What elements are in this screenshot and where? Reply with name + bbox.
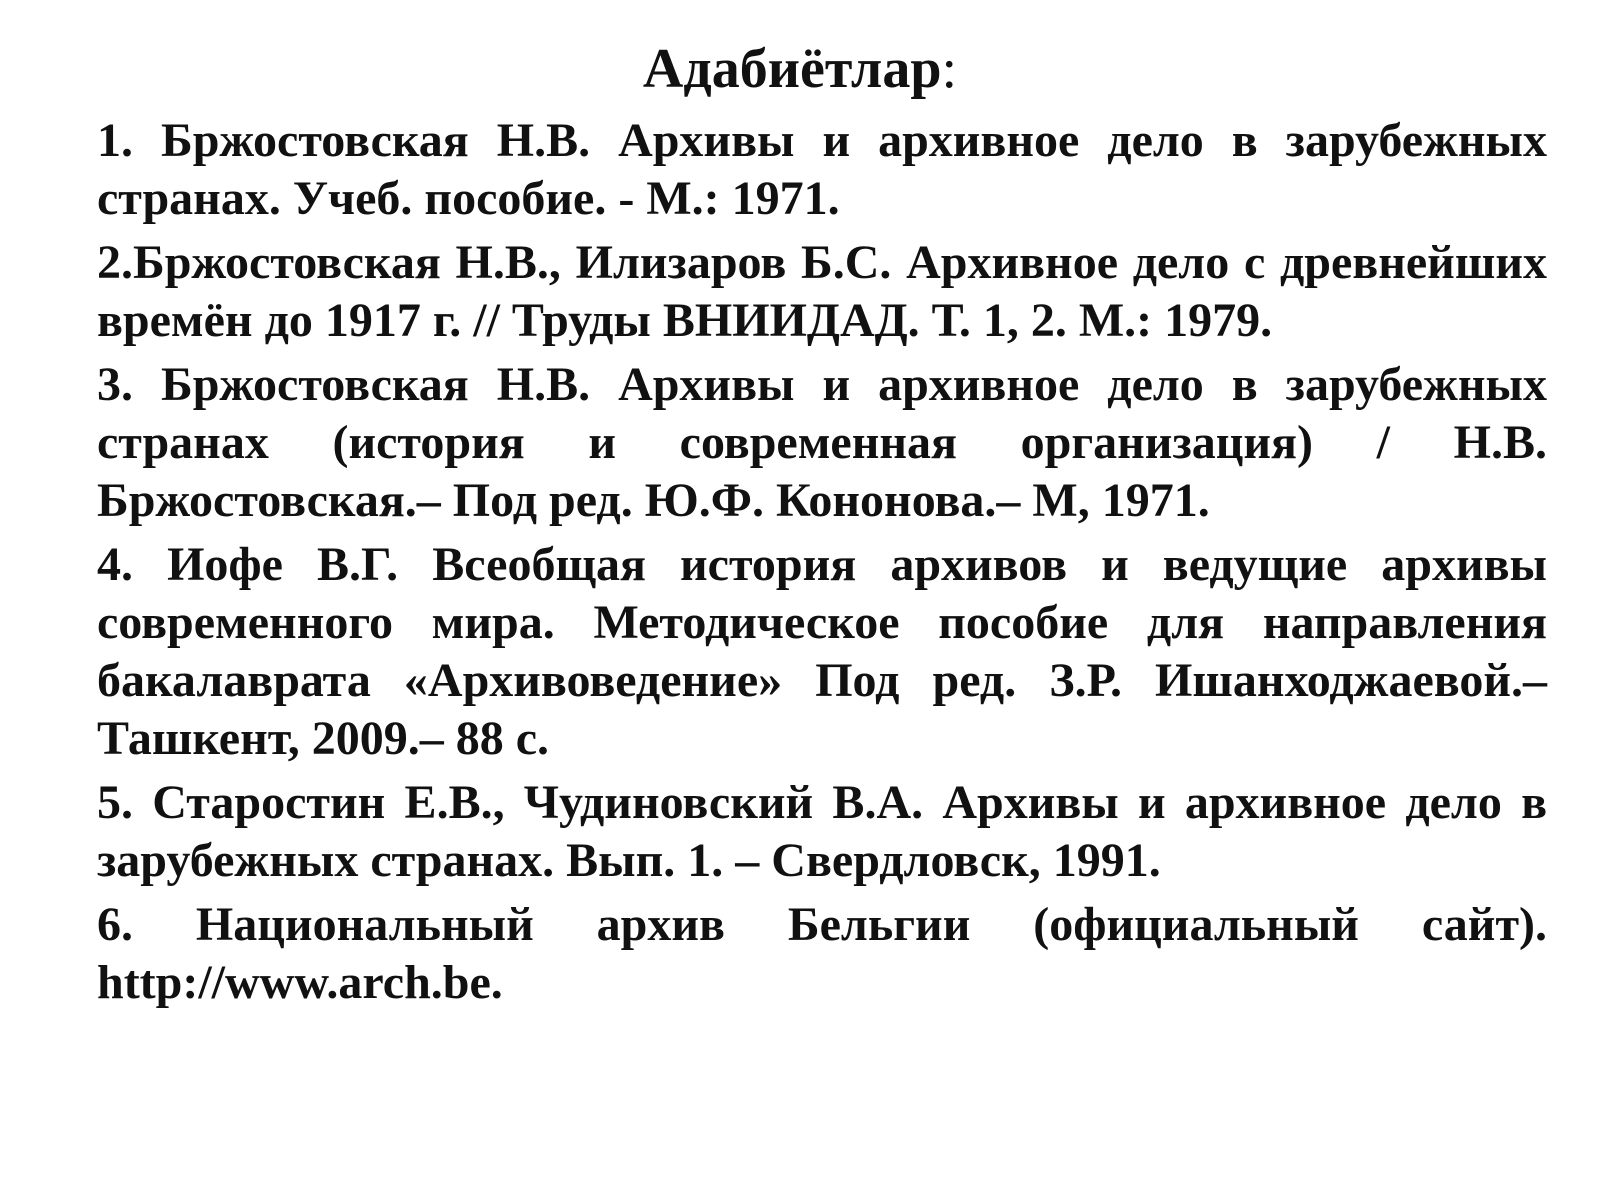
reference-item-5: 5. Старостин Е.В., Чудиновский В.А. Архивы и архивное дело в зарубежных странах. Вып. 1. – Свердловск, 1991.: [97, 776, 1547, 887]
reference-item-6: 6. Национальный архив Бельгии (официальный сайт). http://www.arch.be.: [97, 898, 1547, 1009]
reference-item-1: 1. Бржостовская Н.В. Архивы и архивное дело в зарубежных странах. Учеб. пособие. - М.: 1971.: [97, 114, 1547, 225]
title-colon: :: [941, 38, 958, 100]
reference-item-4: 4. Иофе В.Г. Всеобщая история архивов и ведущие архивы современного мира. Методическое пособие для направления бакалаврата «Архивоведение» Под ред. З.Р. Ишанходжаевой.– Ташкент, 2009.– 88 с.: [97, 538, 1547, 765]
reference-item-2: 2.Бржостовская Н.В., Илизаров Б.С. Архивное дело с древнейших времён до 1917 г. // Труды ВНИИДАД. Т. 1, 2. М.: 1979.: [97, 236, 1547, 347]
title-text: Адабиётлар: [642, 38, 942, 100]
reference-item-3: 3. Бржостовская Н.В. Архивы и архивное дело в зарубежных странах (история и современная организация) / Н.В. Бржостовская.– Под ред. Ю.Ф. Кононова.– М, 1971.: [97, 358, 1547, 527]
reference-list: [97, 112, 1547, 1018]
page-title: [0, 34, 1600, 104]
